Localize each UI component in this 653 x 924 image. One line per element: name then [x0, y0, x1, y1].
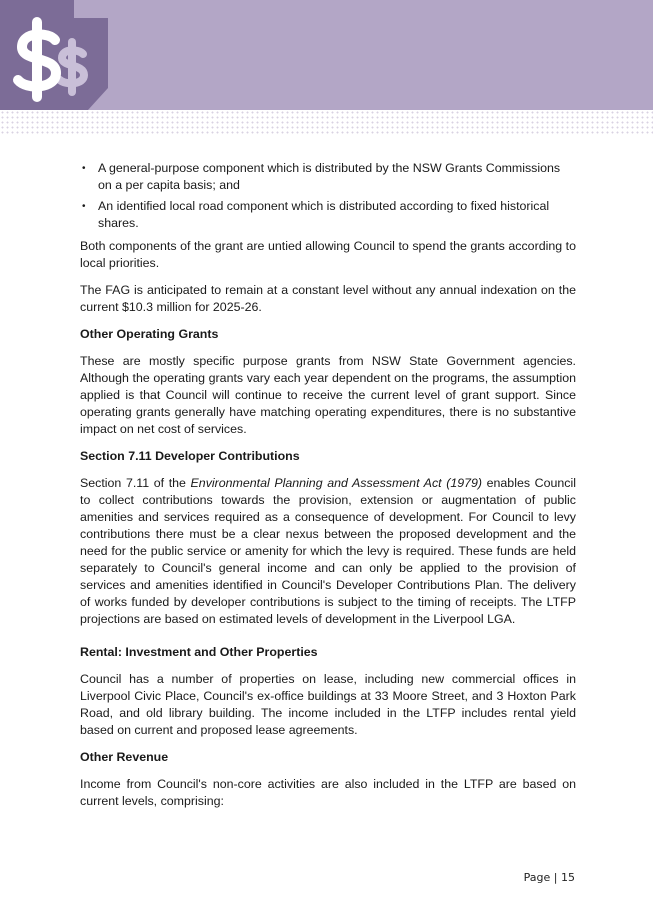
bullet-icon: •: [82, 201, 86, 212]
paragraph-rental: Council has a number of properties on lease, including new commercial offices in Liverpool Civic Place, Council's ex-office buildings at 33 Moore Street, and 3 Hoxton Park Road, and old library building. The income included in the LTFP includes rental yield based on current and proposed lease agreements.: [80, 672, 576, 737]
paragraph-other-operating-grants: These are mostly specific purpose grants from NSW State Government agencies. Although the operating grants vary each year dependent on the programs, the assumption applied is that Council will continue to receive the current level of grant support. Since operating grants generally have matching operating expenditures, there is no substantive impact on net cost of services.: [80, 354, 576, 436]
page-number: Page | 15: [523, 871, 575, 884]
heading-other-revenue: Other Revenue: [80, 750, 169, 764]
paragraph-section-7-11: Section 7.11 of the Environmental Planning and Assessment Act (1979) enables Council to collect contributions towards the provision, extension or augmentation of public amenities and services required as a consequence of development. For Council to levy contributions there must be a clear nexus between the proposed development and the need for the public service or amenity for which the levy is required. These funds are held separately to Council's general income and can only be applied to the provision of services and amenities identified in Council's Developer Contributions Plan. The delivery of works funded by developer contributions is subject to the timing of receipts. The LTFP projections are based on estimated levels of development in the Liverpool LGA.: [80, 476, 576, 626]
act-name: Environmental Planning and Assessment Act (1979): [190, 476, 483, 490]
dollar-sign-icon: [0, 0, 110, 110]
list-item: • A general-purpose component which is distributed by the NSW Grants Commissions on a per capita basis; and: [82, 161, 561, 192]
heading-section-7-11: Section 7.11 Developer Contributions: [80, 449, 300, 463]
list-item: • An identified local road component which is distributed according to fixed historical shares.: [82, 199, 550, 230]
header-dot-pattern: [0, 110, 653, 136]
paragraph-fag: The FAG is anticipated to remain at a constant level without any annual indexation on the current $10.3 million for 2025-26.: [80, 283, 576, 314]
heading-rental: Rental: Investment and Other Properties: [80, 645, 318, 659]
paragraph-other-revenue: Income from Council's non-core activities are also included in the LTFP are based on current levels, comprising:: [80, 777, 576, 808]
grant-components-list: [80, 160, 576, 232]
paragraph-untied: Both components of the grant are untied allowing Council to spend the grants according to local priorities.: [80, 239, 576, 270]
bullet-icon: •: [82, 163, 86, 174]
heading-other-operating-grants: Other Operating Grants: [80, 327, 219, 341]
page-body: [80, 160, 576, 820]
